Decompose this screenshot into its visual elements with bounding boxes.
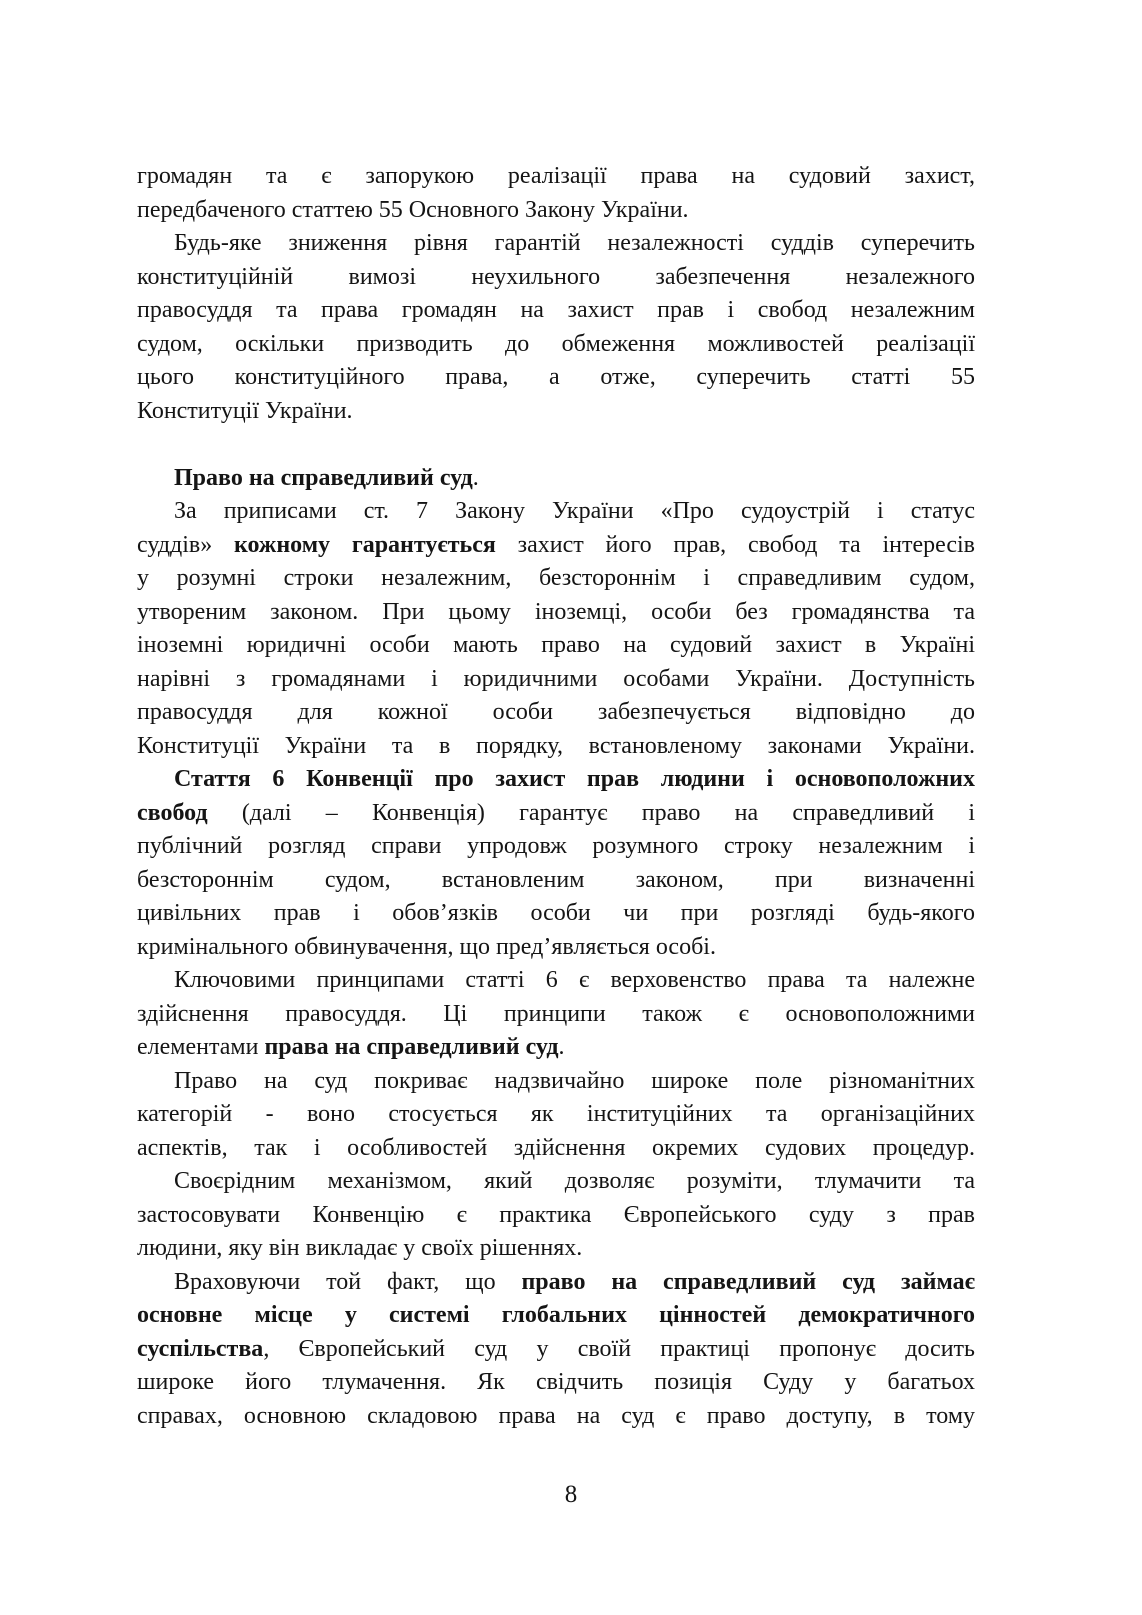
text-segment: нарівні з громадянами і юридичними особами України. Доступність [137, 665, 975, 692]
text-segment: правосуддя та права громадян на захист прав і свобод незалежним [137, 297, 975, 323]
text-segment: . [558, 1034, 565, 1060]
text-segment: людини, яку він викладає у своїх рішеннях. [137, 1235, 583, 1261]
text-segment: безстороннім судом, встановленим законом, при визначенні [137, 866, 975, 893]
text-line [137, 1031, 975, 1065]
text-segment: судом, оскільки призводить до обмеження можливостей реалізації [137, 330, 975, 357]
text-line [137, 160, 975, 194]
text-segment: елементами [137, 1034, 265, 1060]
text-segment: цивільних прав і обов’язків особи чи при розгляді будь-якого [137, 900, 975, 926]
text-line [137, 261, 975, 295]
text-segment: утвореним законом. При цьому іноземці, особи без громадянства та [137, 598, 975, 625]
text-line [137, 897, 975, 931]
text-segment: громадян та є запорукою реалізації права на судовий захист, [137, 163, 975, 189]
text-line [137, 730, 975, 764]
text-segment: публічний розгляд справи упродовж розумного строку незалежним і [137, 833, 975, 859]
text-segment: широке його тлумачення. Як свідчить позиція Суду у багатьох [137, 1369, 975, 1395]
text-line [137, 395, 975, 429]
text-segment: . [472, 464, 479, 491]
text-line [137, 663, 975, 697]
text-line [137, 495, 975, 529]
text-line [137, 629, 975, 663]
text-line [137, 1333, 975, 1367]
text-line [137, 998, 975, 1032]
text-line [137, 931, 975, 965]
text-segment: у розумні строки незалежним, безстороннім і справедливим судом, [137, 565, 975, 591]
text-segment: , Європейський суд у своїй практиці пропонує досить [263, 1335, 975, 1362]
text-line [137, 294, 975, 328]
text-line [137, 1098, 975, 1132]
text-segment: За приписами ст. 7 Закону України «Про судоустрій і статус [174, 498, 975, 524]
text-segment: Право на суд покриває надзвичайно широке поле різноманітних [174, 1067, 975, 1094]
text-line [137, 1366, 975, 1400]
text-line [137, 328, 975, 362]
text-segment: конституційній вимозі неухильного забезпечення незалежного [137, 263, 975, 290]
bold-text-segment: кожному гарантується [234, 531, 496, 558]
text-segment: категорій - воно стосується як інституційних та організаційних [137, 1101, 975, 1127]
text-segment: Будь-яке зниження рівня гарантій незалежності суддів суперечить [174, 230, 975, 256]
text-line [137, 462, 975, 496]
text-segment: (далі – Конвенція) гарантує право на справедливий і [207, 799, 975, 826]
text-segment: Ключовими принципами статті 6 є верховенство права та належне [174, 967, 975, 993]
text-segment: застосовувати Конвенцію є практика Європейського суду з прав [137, 1201, 975, 1228]
text-line [137, 1165, 975, 1199]
text-line [137, 830, 975, 864]
text-line [137, 1065, 975, 1099]
text-line [137, 1232, 975, 1266]
page-text [137, 160, 975, 1433]
blank-line [137, 428, 975, 462]
text-segment: кримінального обвинувачення, що пред’являється особі. [137, 933, 716, 960]
bold-text-segment: Право на справедливий суд [174, 464, 473, 491]
bold-text-segment: Стаття 6 Конвенції про захист прав людини і основоположних [174, 766, 975, 792]
text-segment: справах, основною складовою права на суд є право доступу, в тому [137, 1402, 975, 1429]
text-segment: Конституції України та в порядку, встановленому законами України. [137, 732, 975, 759]
text-segment: захист його прав, свобод та інтересів [495, 531, 976, 558]
text-line [137, 763, 975, 797]
text-line [137, 1400, 975, 1434]
text-line [137, 227, 975, 261]
text-segment: здійснення правосуддя. Ці принципи також є основоположними [137, 1000, 975, 1027]
page-number: 8 [564, 1481, 578, 1508]
text-segment: цього конституційного права, а отже, суперечить статті 55 [137, 364, 975, 390]
text-line [137, 1266, 975, 1300]
text-line [137, 964, 975, 998]
text-segment: суддів» [137, 531, 235, 558]
text-line [137, 1299, 975, 1333]
text-line [137, 529, 975, 563]
text-segment: аспектів, так і особливостей здійснення окремих судових процедур. [137, 1134, 975, 1161]
text-line [137, 864, 975, 898]
bold-text-segment: суспільства [137, 1335, 264, 1362]
text-segment: Враховуючи той факт, що [174, 1268, 522, 1295]
bold-text-segment: свобод [137, 799, 208, 826]
text-line [137, 797, 975, 831]
text-line [137, 361, 975, 395]
text-segment: Конституції України. [137, 397, 353, 424]
text-line [137, 1132, 975, 1166]
text-segment: передбаченого статтею 55 Основного Закону України. [137, 196, 689, 223]
text-line [137, 696, 975, 730]
text-line [137, 562, 975, 596]
bold-text-segment: права на справедливий суд [264, 1034, 559, 1060]
text-segment: іноземні юридичні особи мають право на судовий захист в Україні [137, 632, 975, 658]
text-line [137, 1199, 975, 1233]
text-line [137, 194, 975, 228]
bold-text-segment: право на справедливий суд займає [521, 1268, 975, 1295]
text-segment: правосуддя для кожної особи забезпечується відповідно до [137, 699, 975, 725]
text-segment: Своєрідним механізмом, який дозволяє розуміти, тлумачити та [174, 1168, 975, 1194]
bold-text-segment: основне місце у системі глобальних цінностей демократичного [137, 1302, 975, 1328]
text-line [137, 596, 975, 630]
